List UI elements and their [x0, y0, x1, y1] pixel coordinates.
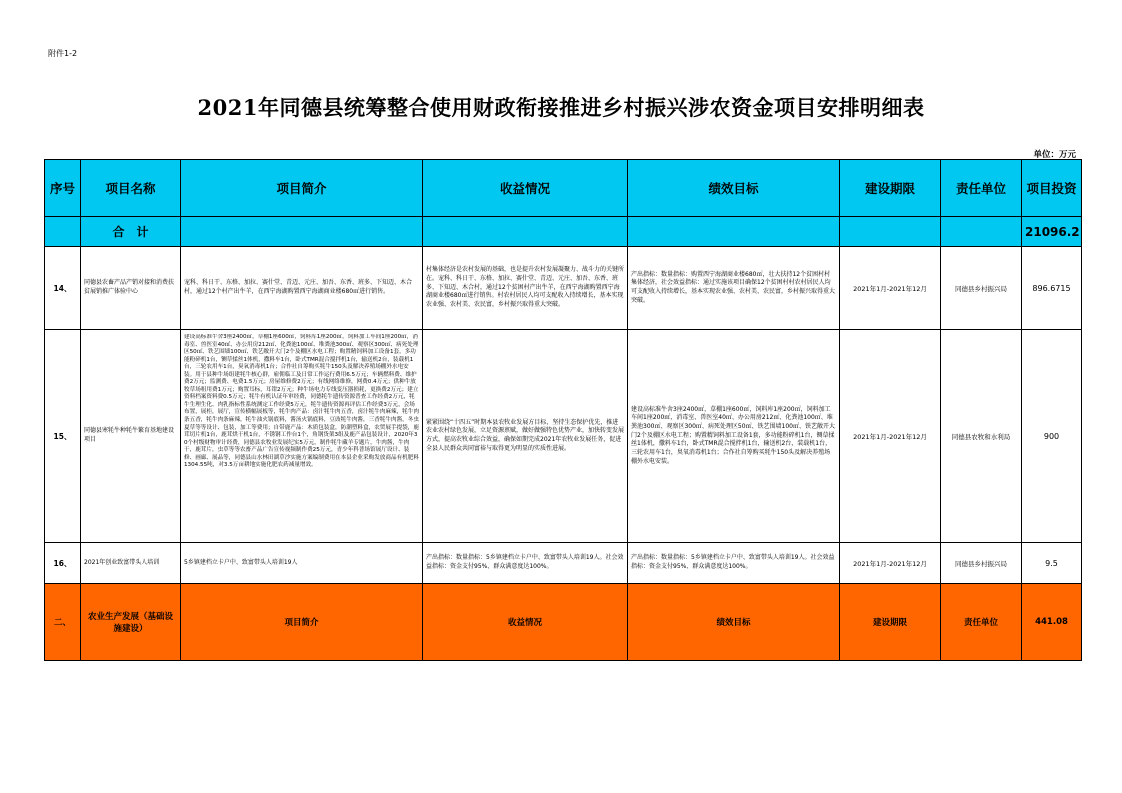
header-benefit: 收益情况 [423, 160, 628, 217]
header-target: 绩效目标 [628, 160, 840, 217]
category-name: 农业生产发展（基础设施建设） [81, 584, 181, 661]
table-row [45, 330, 1082, 543]
row-invest: 900 [1022, 330, 1082, 543]
row-benefit: 紧紧围绕“十四五”时期本县农牧业发展方目标，坚持生态保护优先，推进农业农村绿色发展，立足资源禀赋，做好做强特色优势产业，加快转变发展方式，提高农牧业综合效益，确保如期完成2021年农牧业发展任务，促进全县人民群众共同富裕与取得更为明显的实质性进展。 [423, 330, 628, 543]
page-title: 2021年同德县统筹整合使用财政衔接推进乡村振兴涉农资金项目安排明细表 [197, 95, 925, 120]
unit-label: 单位：万元 [1033, 150, 1076, 160]
header-invest: 项目投资 [1022, 160, 1082, 217]
project-table [44, 159, 1082, 661]
header-intro: 项目简介 [181, 160, 423, 217]
row-benefit: 村集体经济是农村发展的基础，也是提升农村发展凝聚力、战斗力的关键所在。宠科、科日干、东格、加拉、赛什堂、青迈、元庄、加吾、东香、班多、下知迈、木合村，通过12个贫困村产出牛羊，在西宁海湖购置西宁海湖商业楼680㎡进行销售。村农村居民人均可支配收入持续增长，基本实现农业强、农村美、农民富，乡村振兴取得重大突破。 [423, 247, 628, 330]
row-target: 建设高标准牛舍3座2400㎡，草棚1座600㎡，饲料库1座200㎡，饲料加工车间1座200㎡，消毒室、兽医室40㎡、办公用房212㎡、化粪池100㎡、堆粪池300㎡、观察区300㎡、病死处理区50㎡、铁艺围墙100㎡、铁艺敞开大门2个及棚区水电工程；购置精饲料加工设备1套，多功能粉碎机1台，铡草揉丝1体机，撒料车1台，卧式TMR混合搅拌机1台，输送机2台，装载机1台，三轮农用车1台，臭氧消毒机1台；合作社自筹购买牦牛150头及解决养殖场棚外水电安装。 [628, 330, 840, 543]
category-period: 建设期限 [840, 584, 941, 661]
category-intro: 项目简介 [181, 584, 423, 661]
row-unit: 同德县乡村振兴局 [941, 543, 1022, 584]
row-unit: 同德县农牧和水利局 [941, 330, 1022, 543]
total-row [45, 217, 1082, 247]
row-period: 2021年1月-2021年12月 [840, 543, 941, 584]
row-name: 同德县农畜产品产销对接和消费扶贫展销推广体验中心 [81, 247, 181, 330]
category-invest: 441.08 [1022, 584, 1082, 661]
category-unit: 责任单位 [941, 584, 1022, 661]
annex-label: 附件1-2 [48, 49, 78, 58]
category-target: 绩效目标 [628, 584, 840, 661]
row-target: 产出指标：数量指标：5乡镇建档立卡户中、致富带头人培训19人。社会效益指标：资金支付95%、群众满意度达100%。 [628, 543, 840, 584]
row-benefit: 产出指标：数量指标：5乡镇建档立卡户中、致富带头人培训19人。社会效益指标：资金支付95%、群众满意度达100%。 [423, 543, 628, 584]
table-row [45, 543, 1082, 584]
row-seq: 15、 [45, 330, 81, 543]
row-seq: 14、 [45, 247, 81, 330]
table-row [45, 247, 1082, 330]
header-name: 项目名称 [81, 160, 181, 217]
row-target: 产出指标：数量指标：购置西宁海湖商业楼680㎡，壮大扶持12个贫困村村集体经济，社会效益指标：通过实施该项目确保12个贫困村村农村居民人均可支配收入持续增长，基本实现农业强、农村美、农民富，乡村振兴取得重大突破。 [628, 247, 840, 330]
category-row [45, 584, 1082, 661]
header-period: 建设期限 [840, 160, 941, 217]
row-unit: 同德县乡村振兴局 [941, 247, 1022, 330]
row-period: 2021年1月-2021年12月 [840, 330, 941, 543]
total-amount: 21096.2 [1022, 217, 1082, 247]
row-invest: 9.5 [1022, 543, 1082, 584]
header-row [45, 160, 1082, 217]
row-intro: 建设高标准牛舍3座2400㎡，草棚1座600㎡，饲料库1座200㎡，饲料加工车间1座200㎡，消毒室、兽医室40㎡、办公用房212㎡、化粪池100㎡、堆粪池300㎡、观察区300㎡、病死处理区50㎡、铁艺围墙100㎡、铁艺敞开大门2个及棚区水电工程；购置精饲料加工设备1套，多功能粉碎机1台，铡草揉丝1体机，撒料车1台，卧式TMR混合搅拌机1台，输送机2台，装载机1台，三轮农用车1台，臭氧消毒机1台；合作社自筹购买牦牛150头及解决养殖场棚外水电安装。用于县种牛场组建牦牛核心群，雇佣临工及日常工作运行费用6.5万元；车辆燃料费、维护费2万元；监测费、电费1.5万元；房屋维修费2万元；有线网络维修，网费0.4万元；供种牛放牧草场租用费1万元；购置耳标，耳钳2万元；种牛场电力专线变压器损耗，更换费2万元；建立资料档案资料费0.5万元；牦牛有机认证年审经费，同德牦牛遗传资源普查工作经费2万元，牦牛生理生化、肉乳指标性系统测定工作经费5万元，牦牛遗传资源再评估工作经费3万元，会场布置，展柜，展厅，宣传横幅展板等，牦牛肉产品：卤汁牦牛肉五香，卤汁牦牛肉麻辣，牦牛肉条五香，牦牛肉条麻辣，牦牛油火锅底料，酱汤火锅底料，豆豉牦牛肉酱，三香牦牛肉酱，冬虫夏草等等设计、包装，加工等费用；自带鹿产品：木质包装盒，防潮塑料盒，农贸展手提袋，鹿茸切片机1台，鹿茸烘干机1台，不锈钢工作台1个，角钢货架3组及鹿产品包装设计，2020年30个村级财物审计经费，同德县农牧业发展纪实5万元，制作牦牛藏羊专题片，牛肉酱，牛肉干，鹿茸片，虫草等等农畜产品广告宣传视频制作费25万元，青少年科普场馆展厅设计、装修、画廊、展品等，同德县山水林田湖草沙实施方案编制费用在本县企业采购发放商品有机肥料1304.55吨，对3.5万亩耕地实施化肥农药减量增效。 [184, 334, 419, 469]
row-intro: 宠科、科日干、东格、加拉、赛什堂、青迈、元庄、加吾、东香、班多、下知迈、木合村，通过12个村产出牛羊，在西宁海湖购置西宁海湖商业楼680㎡进行销售。 [181, 247, 423, 330]
row-name: 同德县寒牦牛种牦牛繁育基地建设项目 [81, 330, 181, 543]
row-intro: 5乡镇建档立卡户中、致富带头人培训19人 [181, 543, 423, 584]
row-seq: 16、 [45, 543, 81, 584]
category-seq: 二、 [45, 584, 81, 661]
category-benefit: 收益情况 [423, 584, 628, 661]
row-period: 2021年1月-2021年12月 [840, 247, 941, 330]
header-seq: 序号 [45, 160, 81, 217]
total-label: 合 计 [81, 217, 181, 247]
row-name: 2021年创业致富带头人培训 [81, 543, 181, 584]
row-invest: 896.6715 [1022, 247, 1082, 330]
header-unit: 责任单位 [941, 160, 1022, 217]
